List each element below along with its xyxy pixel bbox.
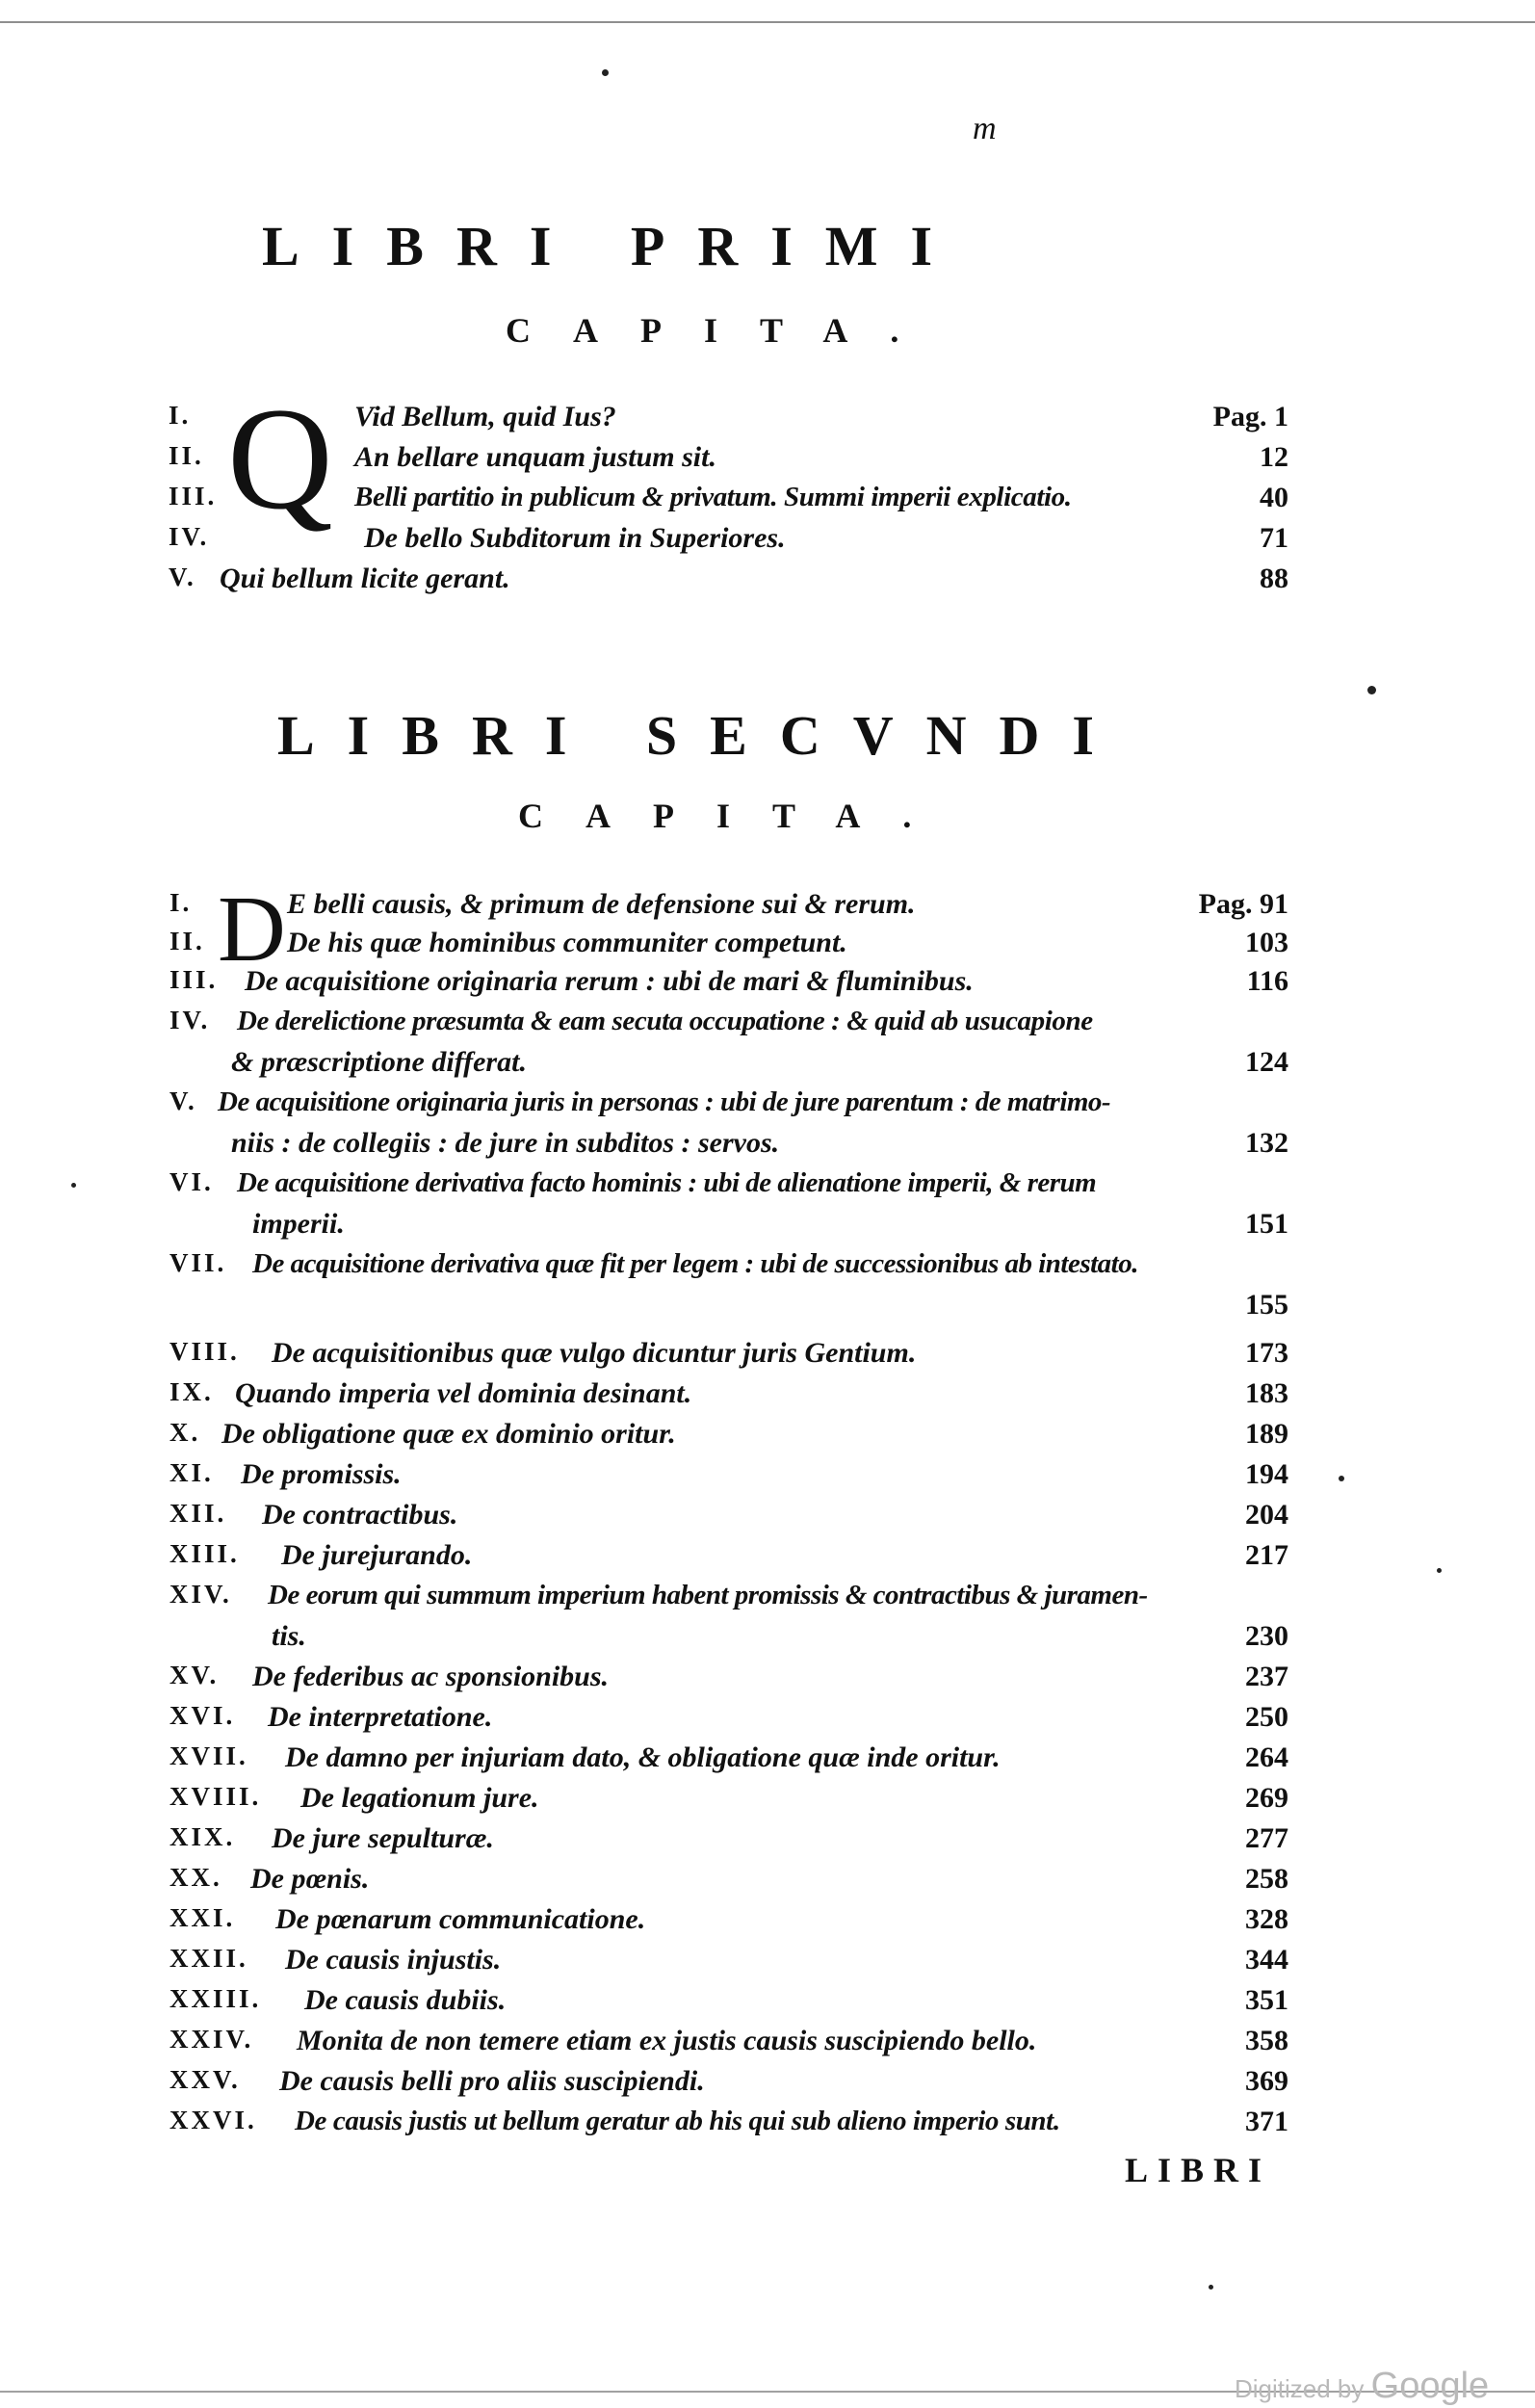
toc-entry <box>0 1782 1535 1822</box>
page-number: 371 <box>1245 2106 1288 2137</box>
watermark-prefix: Digitized by <box>1235 2374 1365 2403</box>
toc-entry <box>0 1701 1535 1741</box>
chapter-number: II. <box>169 441 204 470</box>
toc-entry <box>0 1337 1535 1377</box>
page-number: 173 <box>1245 1337 1288 1369</box>
page-number: 328 <box>1245 1903 1288 1935</box>
book2-heading: LIBRI SECVNDI <box>277 704 1127 767</box>
chapter-title: E belli causis, & primum de defensione sui & rerum. <box>287 888 916 920</box>
chapter-number: XXI. <box>169 1903 236 1932</box>
chapter-number: XIV. <box>169 1580 232 1609</box>
chapter-number: XXV. <box>169 2065 241 2094</box>
chapter-title: De his quæ hominibus communiter competunt. <box>287 927 847 958</box>
page-number: 264 <box>1245 1741 1288 1773</box>
page-number: 230 <box>1245 1620 1288 1652</box>
toc-entry-continuation <box>0 1127 1535 1167</box>
chapter-number: IV. <box>169 1006 211 1034</box>
toc-entry <box>0 1377 1535 1418</box>
chapter-number: VI. <box>169 1167 214 1196</box>
page-number: 12 <box>1260 441 1288 473</box>
chapter-number: I. <box>169 888 193 917</box>
chapter-title-continuation: imperii. <box>252 1208 345 1240</box>
toc-entry <box>0 927 1535 967</box>
chapter-number: XXIII. <box>169 1984 262 2013</box>
toc-entry <box>0 1822 1535 1863</box>
page-number: 358 <box>1245 2025 1288 2056</box>
chapter-number: XI. <box>169 1458 214 1487</box>
toc-entry <box>0 1167 1535 1208</box>
toc-entry <box>0 401 1535 441</box>
page-number: 151 <box>1245 1208 1288 1240</box>
toc-entry <box>0 888 1535 929</box>
chapter-number: IV. <box>169 522 210 551</box>
chapter-title: De causis belli pro aliis suscipiendi. <box>279 2065 705 2097</box>
chapter-number: XIII. <box>169 1539 240 1568</box>
toc-entry <box>0 441 1535 482</box>
chapter-number: IX. <box>169 1377 214 1406</box>
chapter-number: III. <box>169 965 219 994</box>
page-number: 71 <box>1260 522 1288 554</box>
chapter-title: De legationum jure. <box>300 1782 539 1814</box>
toc-entry-continuation <box>0 1289 1535 1329</box>
chapter-title-continuation: & præscriptione differat. <box>231 1046 527 1078</box>
chapter-title: An bellare unquam justum sit. <box>354 441 716 473</box>
page-number: 258 <box>1245 1863 1288 1895</box>
book1-heading: LIBRI PRIMI <box>262 215 966 277</box>
toc-entry <box>0 1580 1535 1620</box>
chapter-title: De pœnarum communicatione. <box>275 1903 646 1935</box>
toc-entry <box>0 1984 1535 2025</box>
catchword: LIBRI <box>1125 2151 1272 2189</box>
chapter-title-continuation: tis. <box>272 1620 306 1652</box>
chapter-title: De causis justis ut bellum geratur ab his qui sub alieno imperio sunt. <box>295 2106 1060 2136</box>
chapter-title: De jure sepulturæ. <box>272 1822 494 1854</box>
chapter-title: De obligatione quæ ex dominio oritur. <box>221 1418 676 1450</box>
chapter-number: I. <box>169 401 192 430</box>
page-number: 351 <box>1245 1984 1288 2016</box>
toc-entry <box>0 2025 1535 2065</box>
book1-subheading: CAPITA. <box>506 311 942 350</box>
chapter-title: De acquisitione originaria rerum : ubi de mari & fluminibus. <box>245 965 974 997</box>
toc-entry <box>0 1006 1535 1046</box>
page-number: 269 <box>1245 1782 1288 1814</box>
page-number: 124 <box>1245 1046 1288 1078</box>
chapter-title: De derelictione præsumta & eam secuta occupatione : & quid ab usucapione <box>237 1006 1093 1036</box>
toc-entry <box>0 1539 1535 1580</box>
chapter-title: De damno per injuriam dato, & obligatione quæ inde oritur. <box>285 1741 1001 1773</box>
chapter-number: XXIV. <box>169 2025 254 2054</box>
toc-entry <box>0 1661 1535 1701</box>
ink-speck <box>1367 686 1376 694</box>
page-number: 277 <box>1245 1822 1288 1854</box>
page-number: 116 <box>1246 965 1288 997</box>
chapter-title: De causis injustis. <box>285 1944 502 1976</box>
book2-dropcap: D <box>218 877 286 982</box>
page-number: 183 <box>1245 1377 1288 1409</box>
chapter-number: VII. <box>169 1248 227 1277</box>
chapter-title: Quando imperia vel dominia desinant. <box>235 1377 692 1409</box>
chapter-title: Qui bellum licite gerant. <box>220 563 510 594</box>
chapter-title-continuation: niis : de collegiis : de jure in subditos : servos. <box>231 1127 780 1159</box>
page-number: 250 <box>1245 1701 1288 1733</box>
chapter-number: XIX. <box>169 1822 236 1851</box>
chapter-number: II. <box>169 927 205 955</box>
chapter-number: III. <box>169 482 218 510</box>
page-number: 189 <box>1245 1418 1288 1450</box>
chapter-title: De acquisitionibus quæ vulgo dicuntur juris Gentium. <box>272 1337 917 1369</box>
chapter-number: VIII. <box>169 1337 240 1366</box>
chapter-number: XXVI. <box>169 2106 257 2134</box>
toc-entry-continuation <box>0 1620 1535 1661</box>
chapter-number: XII. <box>169 1499 227 1528</box>
chapter-title: Vid Bellum, quid Ius? <box>354 401 616 432</box>
page-number: 103 <box>1245 927 1288 958</box>
chapter-title: De eorum qui summum imperium habent promissis & contractibus & juramen- <box>268 1580 1148 1610</box>
page-number: 344 <box>1245 1944 1288 1976</box>
page-number: 194 <box>1245 1458 1288 1490</box>
signature-mark: m <box>973 111 997 146</box>
chapter-title: De acquisitione originaria juris in personas : ubi de jure parentum : de matrimo- <box>218 1086 1111 1117</box>
page-number: Pag. 1 <box>1212 401 1288 432</box>
page-number: 217 <box>1245 1539 1288 1571</box>
toc-entry <box>0 1944 1535 1984</box>
chapter-title: Monita de non temere etiam ex justis causis suscipiendo bello. <box>297 2025 1037 2056</box>
chapter-title: Belli partitio in publicum & privatum. Summi imperii explicatio. <box>354 482 1072 512</box>
chapter-title: De pœnis. <box>250 1863 370 1895</box>
page-number: 40 <box>1260 482 1288 513</box>
chapter-title: De federibus ac sponsionibus. <box>252 1661 610 1692</box>
page-number: 132 <box>1245 1127 1288 1159</box>
digitized-watermark <box>1235 2366 1489 2407</box>
toc-entry <box>0 965 1535 1006</box>
page-number: 88 <box>1260 563 1288 594</box>
toc-entry <box>0 1499 1535 1539</box>
page-number: 204 <box>1245 1499 1288 1531</box>
chapter-number: V. <box>169 563 196 591</box>
toc-entry <box>0 522 1535 563</box>
toc-entry <box>0 1903 1535 1944</box>
scan-edge-top <box>0 21 1535 23</box>
chapter-number: XV. <box>169 1661 220 1689</box>
page-number: 369 <box>1245 2065 1288 2097</box>
chapter-number: V. <box>169 1086 197 1115</box>
chapter-title: De causis dubiis. <box>304 1984 507 2016</box>
book2-subheading: CAPITA. <box>518 797 954 835</box>
chapter-number: XXII. <box>169 1944 248 1973</box>
toc-entry-continuation <box>0 1208 1535 1248</box>
page-number: Pag. 91 <box>1198 888 1288 920</box>
chapter-title: De bello Subditorum in Superiores. <box>364 522 786 554</box>
chapter-title: De jurejurando. <box>281 1539 473 1571</box>
chapter-number: XVI. <box>169 1701 236 1730</box>
toc-entry <box>0 2106 1535 2146</box>
toc-entry <box>0 1863 1535 1903</box>
ink-speck <box>1209 2285 1213 2290</box>
toc-entry <box>0 1741 1535 1782</box>
chapter-title: De promissis. <box>241 1458 402 1490</box>
chapter-title: De acquisitione derivativa quæ fit per legem : ubi de successionibus ab intestato. <box>252 1248 1138 1279</box>
toc-entry <box>0 1458 1535 1499</box>
chapter-title: De interpretatione. <box>268 1701 493 1733</box>
page-number: 237 <box>1245 1661 1288 1692</box>
toc-entry-continuation <box>0 1046 1535 1086</box>
toc-entry <box>0 1248 1535 1289</box>
chapter-number: X. <box>169 1418 201 1447</box>
toc-entry <box>0 482 1535 522</box>
toc-entry <box>0 563 1535 603</box>
chapter-title: De acquisitione derivativa facto hominis : ubi de alienatione imperii, & rerum <box>237 1167 1097 1198</box>
ink-speck <box>602 69 609 76</box>
page-number: 155 <box>1245 1289 1288 1321</box>
chapter-number: XVIII. <box>169 1782 262 1811</box>
book1-dropcap: Q <box>227 378 333 539</box>
chapter-number: XVII. <box>169 1741 248 1770</box>
toc-entry <box>0 1418 1535 1458</box>
chapter-title: De contractibus. <box>262 1499 458 1531</box>
google-logo: Google <box>1370 2366 1490 2406</box>
chapter-number: XX. <box>169 1863 222 1892</box>
toc-entry <box>0 2065 1535 2106</box>
toc-entry <box>0 1086 1535 1127</box>
